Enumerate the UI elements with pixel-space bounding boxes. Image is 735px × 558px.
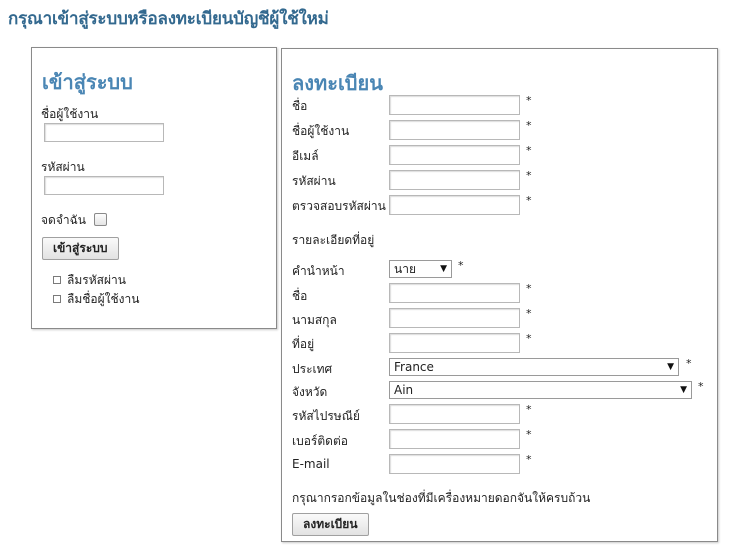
address-input[interactable]	[389, 333, 520, 353]
required-mark: *	[526, 169, 532, 182]
register-confirm-password-label: ตรวจสอบรหัสผ่าน	[292, 199, 386, 213]
chevron-down-icon: ▼	[440, 264, 447, 274]
login-heading: เข้าสู่ระบบ	[42, 70, 133, 94]
last-name-input[interactable]	[389, 308, 520, 328]
first-name-input[interactable]	[389, 283, 520, 303]
country-label: ประเทศ	[292, 362, 333, 376]
province-label: จังหวัด	[292, 385, 328, 399]
prefix-selected-value: นาย	[394, 262, 416, 276]
required-mark: *	[526, 194, 532, 207]
address-section-heading: รายละเอียดที่อยู่	[292, 233, 375, 247]
postcode-label: รหัสไปรษณีย์	[292, 409, 360, 423]
required-mark: *	[526, 307, 532, 320]
required-fields-note: กรุณากรอกข้อมูลในช่องที่มีเครื่องหมายดอกจันให้ครบถ้วน	[292, 491, 591, 505]
required-mark: *	[526, 428, 532, 441]
country-select[interactable]	[389, 358, 679, 376]
required-mark: *	[526, 403, 532, 416]
province-select[interactable]	[389, 381, 692, 399]
register-password-input[interactable]	[389, 170, 520, 190]
register-email-label: อีเมล์	[292, 149, 319, 163]
remember-me-checkbox[interactable]	[94, 213, 107, 226]
login-panel	[31, 47, 277, 329]
login-username-input[interactable]	[44, 123, 164, 142]
prefix-label: คำนำหน้า	[292, 264, 345, 278]
remember-me-label: จดจำฉัน	[41, 213, 86, 227]
address-label: ที่อยู่	[292, 337, 315, 351]
register-username-input[interactable]	[389, 120, 520, 140]
register-heading: ลงทะเบียน	[292, 71, 383, 95]
login-submit-button[interactable]: เข้าสู่ระบบ	[42, 237, 119, 260]
register-confirm-password-input[interactable]	[389, 195, 520, 215]
square-bullet-icon	[53, 295, 61, 303]
register-username-label: ชื่อผู้ใช้งาน	[292, 124, 350, 138]
required-mark: *	[526, 144, 532, 157]
required-mark: *	[686, 357, 692, 370]
register-name-label: ชื่อ	[292, 99, 308, 113]
register-submit-button[interactable]: ลงทะเบียน	[292, 513, 369, 536]
forgot-password-link[interactable]	[53, 271, 126, 290]
register-password-label: รหัสผ่าน	[292, 174, 336, 188]
required-mark: *	[526, 94, 532, 107]
forgot-username-link[interactable]	[53, 290, 139, 309]
contact-email-label: E-mail	[292, 457, 330, 471]
square-bullet-icon	[53, 276, 61, 284]
required-mark: *	[526, 453, 532, 466]
forgot-password-text: ลืมรหัสผ่าน	[67, 273, 126, 287]
phone-label: เบอร์ติดต่อ	[292, 434, 348, 448]
phone-input[interactable]	[389, 429, 520, 449]
login-username-label: ชื่อผู้ใช้งาน	[41, 107, 99, 121]
required-mark: *	[698, 380, 704, 393]
last-name-label: นามสกุล	[292, 313, 337, 327]
required-mark: *	[526, 332, 532, 345]
chevron-down-icon: ▼	[680, 385, 687, 395]
first-name-label: ชื่อ	[292, 289, 308, 303]
page-title: กรุณาเข้าสู่ระบบหรือลงทะเบียนบัญชีผู้ใช้ใหม่	[8, 9, 329, 29]
forgot-username-text: ลืมชื่อผู้ใช้งาน	[67, 292, 140, 306]
register-panel	[281, 48, 718, 542]
province-selected-value: Ain	[394, 383, 414, 397]
postcode-input[interactable]	[389, 404, 520, 424]
prefix-select[interactable]	[389, 260, 452, 278]
required-mark: *	[526, 119, 532, 132]
required-mark: *	[458, 259, 464, 272]
register-name-input[interactable]	[389, 95, 520, 115]
login-password-input[interactable]	[44, 176, 164, 195]
required-mark: *	[526, 282, 532, 295]
contact-email-input[interactable]	[389, 454, 520, 474]
login-password-label: รหัสผ่าน	[41, 160, 85, 174]
chevron-down-icon: ▼	[667, 362, 674, 372]
register-email-input[interactable]	[389, 145, 520, 165]
country-selected-value: France	[394, 360, 434, 374]
